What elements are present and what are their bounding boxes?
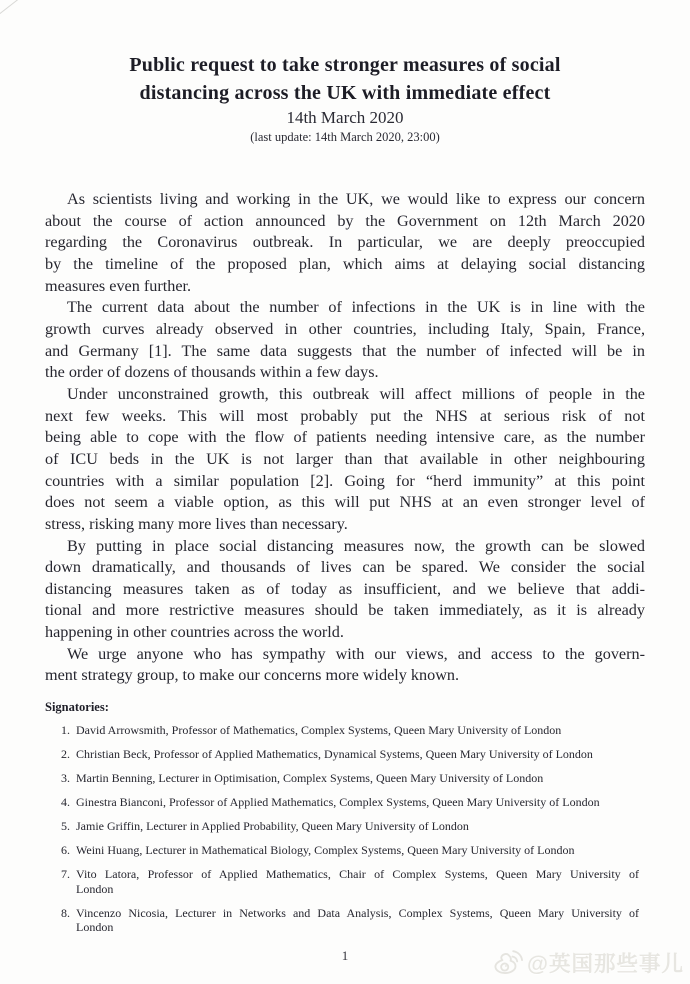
- body-line: regarding the Coronavirus outbreak. In particular, we are deeply preoccupied: [45, 233, 645, 252]
- paragraph: [45, 384, 645, 536]
- signatory-number: 2.: [61, 747, 70, 761]
- body-line: about the course of action announced by the Government on 12th March 2020: [45, 211, 645, 230]
- signatory-line: Ginestra Bianconi, Professor of Applied Mathematics, Complex Systems, Queen Mary University of London: [76, 795, 600, 809]
- signatory-number: 1.: [61, 723, 70, 737]
- paragraph: [45, 644, 645, 687]
- body-line: being able to cope with the flow of patients needing intensive care, as the number: [45, 428, 645, 447]
- signatory-item: [57, 906, 639, 935]
- signatory-text: [76, 747, 639, 762]
- signatory-number: 7.: [61, 867, 70, 881]
- signatory-item: [57, 843, 639, 858]
- scan-artifact: [0, 0, 20, 15]
- page-number: 1: [341, 948, 349, 963]
- body-line: next few weeks. This will most probably put the NHS at serious risk of not: [45, 406, 645, 425]
- paragraph: [45, 536, 645, 644]
- signatory-number: 8.: [61, 905, 70, 920]
- signatory-text: [76, 843, 639, 858]
- last-update-note: (last update: 14th March 2020, 23:00): [250, 130, 440, 144]
- paragraph: [45, 297, 645, 384]
- signatory-item: [57, 723, 639, 738]
- signatory-line: Jamie Griffin, Lecturer in Applied Probability, Queen Mary University of London: [76, 819, 469, 833]
- signatory-line: Vito Latora, Professor of Applied Mathematics, Chair of Complex Systems, Queen Mary University of: [76, 867, 639, 881]
- body-line: tional and more restrictive measures should be taken immediately, as it is already: [45, 601, 645, 620]
- signatory-text: [76, 819, 639, 834]
- page-title-line-2: distancing across the UK with immediate effect: [139, 81, 551, 104]
- signatory-line: Martin Benning, Lecturer in Optimisation, Complex Systems, Queen Mary University of London: [76, 771, 544, 785]
- signatory-item: [57, 867, 639, 896]
- paragraph: [45, 189, 645, 297]
- signatory-line: London: [76, 920, 114, 934]
- signatory-item: [57, 795, 639, 810]
- signatories-list: [57, 723, 639, 944]
- body-line: countries with a similar population [2]. Going for “herd immunity” at this point: [45, 471, 645, 490]
- signatory-number: 4.: [61, 795, 70, 809]
- body-line: distancing measures taken as of today as insufficient, and we believe that addi-: [45, 579, 645, 598]
- body-text: [45, 189, 645, 687]
- body-line: happening in other countries across the world.: [45, 623, 344, 642]
- page-title-line-1: Public request to take stronger measures of social: [129, 54, 561, 76]
- body-line: By putting in place social distancing measures now, the growth can be slowed: [67, 536, 645, 555]
- signatory-line: London: [76, 881, 114, 896]
- body-line: The current data about the number of infections in the UK is in line with the: [67, 298, 645, 317]
- signatories-heading: Signatories:: [45, 700, 109, 714]
- body-line: Under unconstrained growth, this outbreak will affect millions of people in the: [67, 384, 645, 403]
- signatory-line: Christian Beck, Professor of Applied Mathematics, Dynamical Systems, Queen Mary University of London: [76, 747, 593, 761]
- body-line: growth curves already observed in other countries, including Italy, Spain, France,: [45, 319, 645, 338]
- signatory-line: David Arrowsmith, Professor of Mathematics, Complex Systems, Queen Mary University of London: [76, 723, 562, 737]
- signatory-text: [76, 795, 639, 810]
- body-line: stress, risking many more lives than necessary.: [45, 514, 348, 533]
- signatory-text: [76, 771, 639, 786]
- page-title: [0, 52, 690, 107]
- signatory-item: [57, 819, 639, 834]
- signatory-number: 6.: [61, 843, 70, 857]
- body-line: ment strategy group, to make our concerns more widely known.: [45, 666, 460, 685]
- weibo-icon: [490, 948, 524, 976]
- document-date: 14th March 2020: [286, 108, 404, 127]
- body-line: the order of dozens of thousands within a few days.: [45, 363, 379, 382]
- signatory-text: [76, 906, 639, 935]
- body-line: measures even further.: [45, 276, 192, 295]
- body-line: of ICU beds in the UK is not larger than that available in other neighbouring: [45, 449, 645, 468]
- signatory-number: 5.: [61, 819, 70, 833]
- signatory-text: [76, 723, 639, 738]
- signatory-line: Weini Huang, Lecturer in Mathematical Biology, Complex Systems, Queen Mary University of London: [76, 843, 575, 857]
- body-line: does not seem a viable option, as this will put NHS at an even stronger level of: [45, 493, 645, 512]
- body-line: down dramatically, and thousands of lives can be spared. We consider the social: [45, 558, 645, 577]
- signatory-number: 3.: [61, 771, 70, 785]
- body-line: As scientists living and working in the UK, we would like to express our concern: [67, 190, 645, 208]
- signatory-line: Vincenzo Nicosia, Lecturer in Networks and Data Analysis, Complex Systems, Queen Mary University of: [76, 905, 639, 920]
- signatory-item: [57, 747, 639, 762]
- body-line: and Germany [1]. The same data suggests that the number of infected will be in: [45, 341, 645, 360]
- watermark-handle: @英国那些事儿: [527, 951, 684, 976]
- watermark: [490, 945, 684, 979]
- body-line: by the timeline of the proposed plan, which aims at delaying social distancing: [45, 254, 645, 273]
- signatory-text: [76, 867, 639, 896]
- signatory-item: [57, 771, 639, 786]
- body-line: We urge anyone who has sympathy with our views, and access to the govern-: [67, 644, 645, 663]
